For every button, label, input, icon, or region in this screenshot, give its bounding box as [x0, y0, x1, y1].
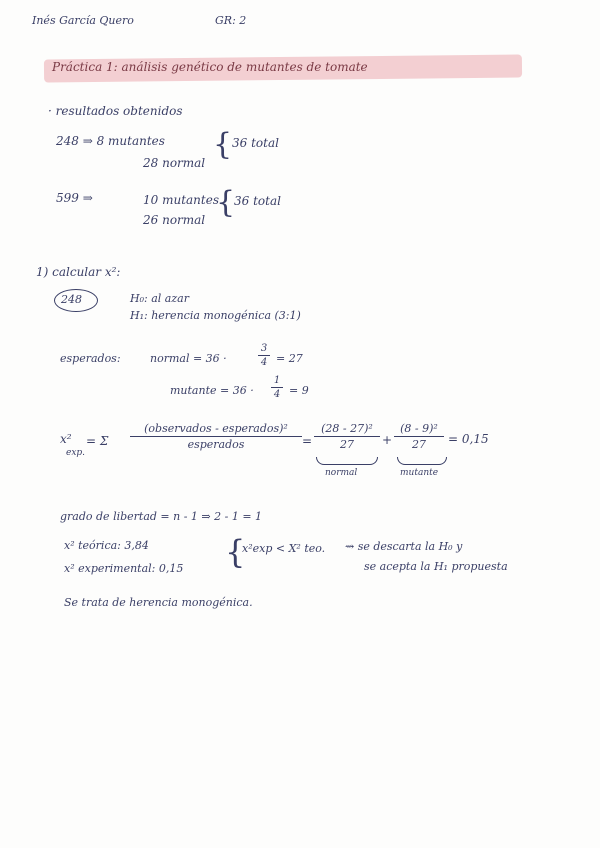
results-normal2: 26 normal: [143, 213, 206, 227]
brace-2: {: [216, 185, 236, 220]
student-name: Inés García Quero: [32, 14, 134, 27]
hypothesis-h1: H₁: herencia monogénica (3:1): [130, 309, 301, 322]
results-mutant2: 10 mutantes: [143, 193, 219, 207]
term1-denominator: 27: [340, 438, 354, 451]
frac-num: 1: [273, 375, 281, 386]
underbrace-mutant: [397, 457, 447, 465]
term2-denominator: 27: [412, 438, 426, 451]
chi-experimental: x² experimental: 0,15: [64, 562, 184, 575]
term2-fraction: [394, 422, 444, 451]
conclusion-line1: ⇝ se descarta la H₀ y: [345, 540, 463, 553]
results-total1: 36 total: [232, 136, 279, 150]
results-total2: 36 total: [234, 194, 281, 208]
chi-comparison: x²exp < X² teo.: [242, 542, 326, 555]
results-line2: 599 ⇒: [56, 191, 93, 205]
chi-symbol: x²: [60, 432, 72, 446]
expected-mutant-result: = 9: [289, 384, 309, 397]
term1-numerator: (28 - 27)²: [321, 422, 373, 435]
frac-num: 3: [260, 343, 268, 354]
chi-subscript: exp.: [66, 448, 86, 458]
underbrace-normal-label: normal: [325, 468, 358, 478]
plus-sign: +: [382, 433, 393, 447]
brace-3: {: [225, 533, 246, 571]
formula-denominator: esperados: [187, 438, 245, 451]
expected-mutant: mutante = 36 ·: [170, 384, 254, 397]
term1-bar: [314, 436, 380, 437]
results-line1: 248 ⇒ 8 mutantes: [56, 134, 165, 148]
underbrace-mutant-label: mutante: [400, 468, 439, 478]
hypothesis-h0: H₀: al azar: [130, 292, 189, 305]
term1-fraction: [314, 422, 380, 451]
fraction-1-4: [271, 375, 283, 400]
term2-bar: [394, 436, 444, 437]
frac-bar: [271, 387, 283, 388]
brace-1: {: [213, 127, 233, 162]
results-normal1: 28 normal: [143, 156, 206, 170]
frac-bar: [258, 355, 270, 356]
frac-den: 4: [273, 389, 281, 400]
sum-symbol: = Σ: [86, 434, 109, 448]
final-conclusion: Se trata de herencia monogénica.: [64, 596, 253, 609]
expected-label: esperados:: [60, 352, 121, 365]
chi-formula-fraction: [130, 422, 302, 451]
underbrace-normal: [316, 457, 378, 465]
equals-sign: =: [302, 434, 313, 448]
degrees-of-freedom: grado de libertad = n - 1 ⇒ 2 - 1 = 1: [60, 510, 263, 523]
chi-result: = 0,15: [448, 432, 489, 446]
q1-heading: 1) calcular x²:: [36, 265, 121, 279]
expected-normal: normal = 36 ·: [150, 352, 227, 365]
results-heading: · resultados obtenidos: [48, 104, 183, 118]
term2-numerator: (8 - 9)²: [400, 422, 438, 435]
chi-theoretical: x² teórica: 3,84: [64, 539, 149, 552]
circled-number: 248: [61, 293, 82, 306]
group-label: GR: 2: [215, 14, 247, 27]
expected-normal-result: = 27: [276, 352, 303, 365]
formula-numerator: (observados - esperados)²: [144, 422, 288, 435]
frac-den: 4: [260, 357, 268, 368]
page-title: Práctica 1: análisis genético de mutantes de tomate: [52, 60, 368, 74]
formula-bar: [130, 436, 302, 437]
fraction-3-4: [258, 343, 270, 368]
conclusion-line2: se acepta la H₁ propuesta: [364, 560, 508, 573]
